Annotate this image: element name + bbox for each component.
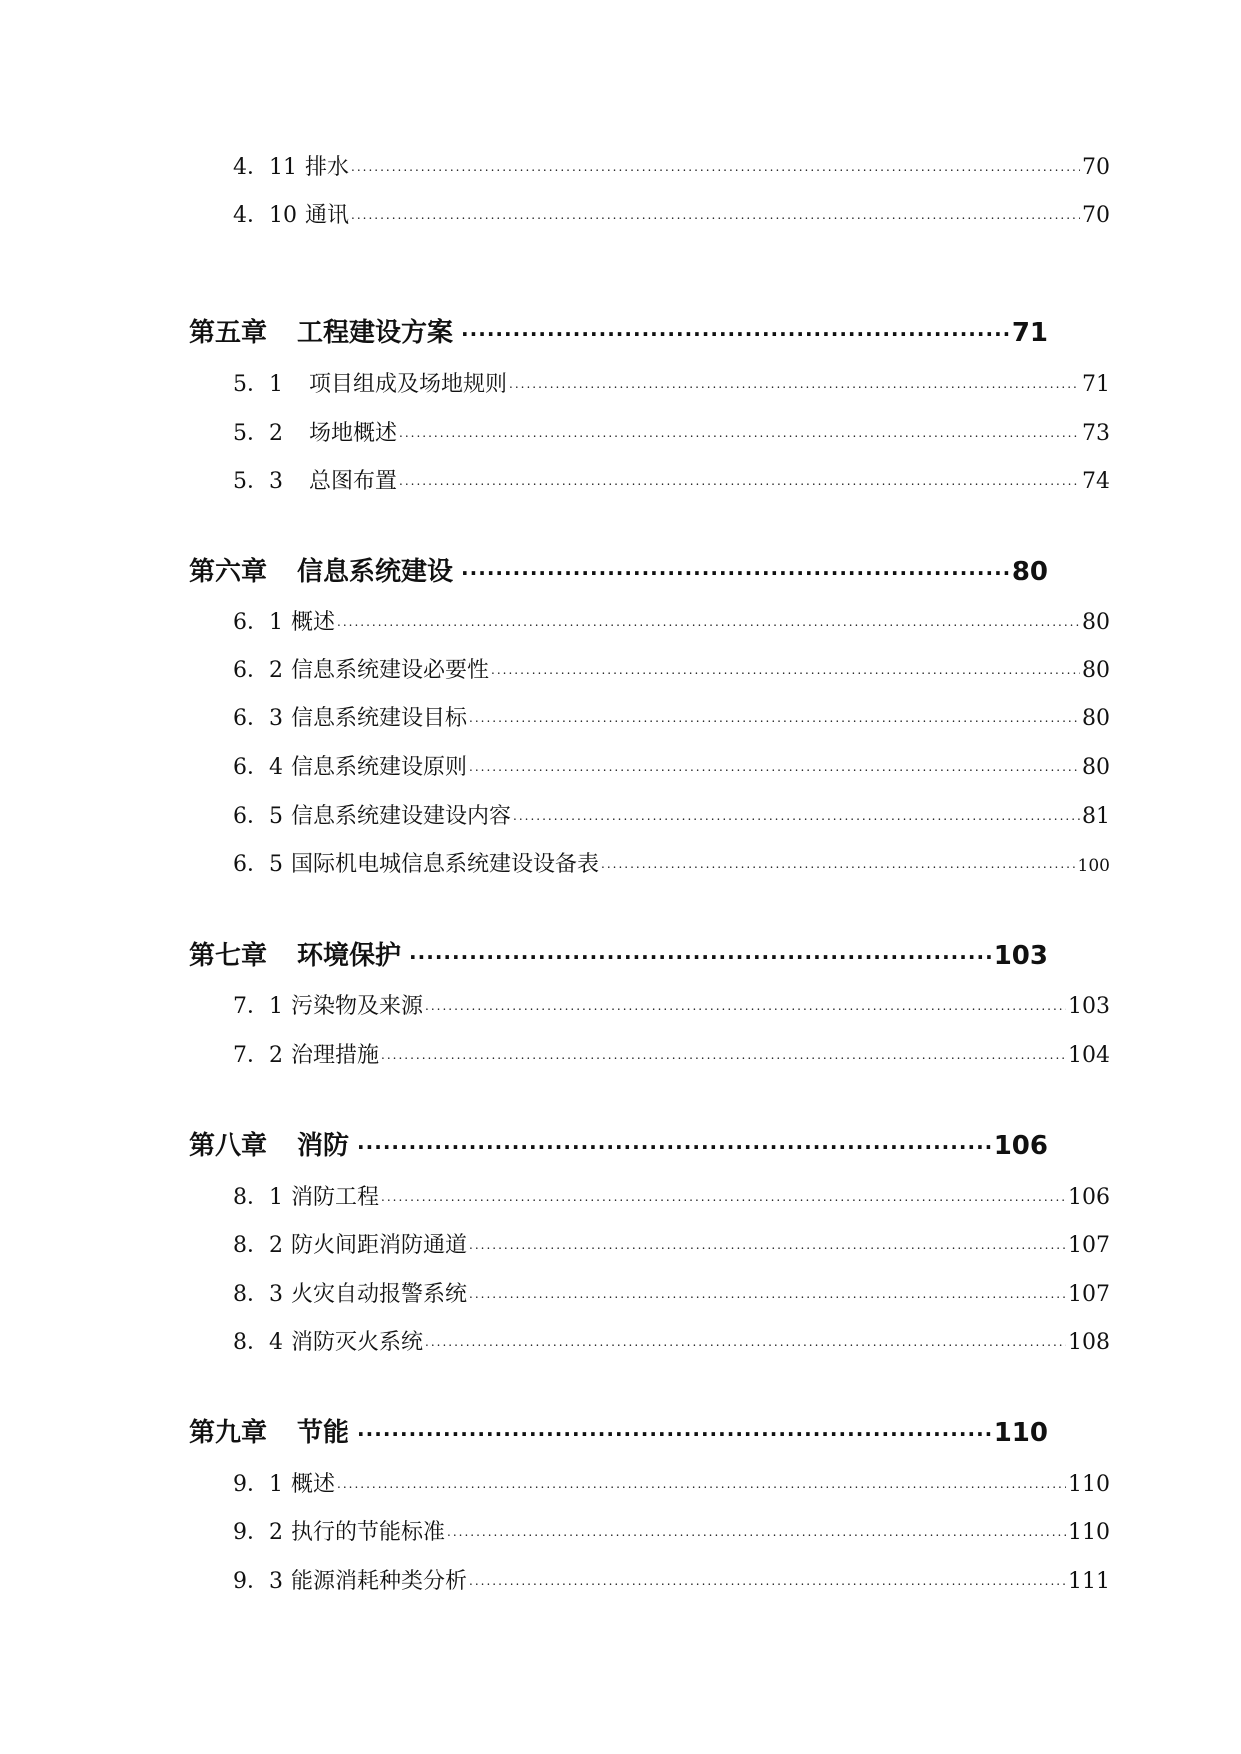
section-title: 执行的节能标准 [291, 1520, 446, 1545]
dot-leader [399, 466, 1080, 488]
section-title: 信息系统建设必要性 [291, 658, 490, 683]
page-number: 103 [1068, 994, 1110, 1019]
page-number: 80 [1011, 557, 1048, 587]
toc-entry[interactable] [233, 799, 1110, 829]
toc-entry[interactable] [233, 605, 1110, 635]
section-number: 9．1 [233, 1472, 283, 1497]
section-title: 国际机电城信息系统建设设备表 [291, 852, 600, 877]
toc-entry[interactable] [233, 653, 1110, 683]
section-number: 6．3 [233, 706, 283, 731]
section-title: 信息系统建设目标 [291, 706, 468, 731]
section-number: 6．2 [233, 658, 283, 683]
page-number: 106 [993, 1131, 1048, 1161]
section-number: 7．1 [233, 994, 283, 1019]
section-title: 通讯 [305, 203, 350, 228]
page-number: 70 [1082, 203, 1110, 228]
page-number: 107 [1068, 1282, 1110, 1307]
dot-leader [469, 1566, 1066, 1588]
page-number: 73 [1082, 421, 1110, 446]
toc-entry[interactable] [233, 750, 1110, 780]
toc-entry[interactable] [233, 1277, 1110, 1307]
section-number: 6．4 [233, 755, 283, 780]
dot-leader [513, 801, 1080, 823]
dot-leader [337, 1469, 1066, 1491]
section-number: 8．3 [233, 1282, 283, 1307]
dot-leader [409, 938, 992, 964]
chapter-title: 信息系统建设 [297, 557, 454, 587]
toc-entry[interactable] [233, 198, 1110, 228]
section-number: 7．2 [233, 1043, 283, 1068]
chapter-number: 第七章 [189, 941, 268, 971]
section-number: 4．11 [233, 155, 297, 180]
dot-leader [337, 607, 1080, 629]
page-number: 70 [1082, 155, 1110, 180]
section-title: 信息系统建设原则 [291, 755, 468, 780]
toc-entry[interactable] [233, 1564, 1110, 1594]
page-number: 104 [1068, 1043, 1110, 1068]
dot-leader [381, 1040, 1066, 1062]
toc-entry[interactable] [233, 464, 1110, 494]
toc-entry[interactable] [233, 367, 1110, 397]
dot-leader [381, 1182, 1066, 1204]
toc-entry[interactable] [233, 1038, 1110, 1068]
section-title: 排水 [305, 155, 350, 180]
section-title: 消防工程 [291, 1185, 380, 1210]
section-number: 8．2 [233, 1233, 283, 1258]
page-number: 80 [1082, 706, 1110, 731]
toc-entry[interactable] [233, 1467, 1110, 1497]
section-title: 信息系统建设建设内容 [291, 804, 512, 829]
toc-entry[interactable] [233, 1180, 1110, 1210]
page-number: 80 [1082, 658, 1110, 683]
chapter-number: 第五章 [189, 318, 268, 348]
section-title: 总图布置 [309, 469, 398, 494]
dot-leader [469, 752, 1080, 774]
section-number: 5．3 [233, 469, 283, 494]
dot-leader [461, 315, 1010, 341]
page-number: 111 [1068, 1569, 1110, 1594]
toc-chapter-entry[interactable] [189, 551, 1048, 587]
page-number: 74 [1082, 469, 1110, 494]
section-title: 防火间距消防通道 [291, 1233, 468, 1258]
chapter-number: 第八章 [189, 1131, 268, 1161]
page-number: 80 [1082, 610, 1110, 635]
chapter-title: 节能 [297, 1418, 350, 1448]
section-number: 8．1 [233, 1185, 283, 1210]
chapter-title: 消防 [297, 1131, 350, 1161]
dot-leader [357, 1415, 992, 1441]
toc-entry[interactable] [233, 416, 1110, 446]
dot-leader [461, 554, 1010, 580]
dot-leader [601, 849, 1076, 871]
toc-chapter-entry[interactable] [189, 1125, 1048, 1161]
dot-leader [425, 1327, 1066, 1349]
page-number: 108 [1068, 1330, 1110, 1355]
page-number: 110 [1068, 1520, 1110, 1545]
chapter-title: 环境保护 [297, 941, 402, 971]
page-number: 103 [993, 941, 1048, 971]
chapter-title: 工程建设方案 [297, 318, 454, 348]
page-number: 71 [1082, 372, 1110, 397]
dot-leader [351, 200, 1080, 222]
toc-entry[interactable] [233, 1325, 1110, 1355]
page-number: 71 [1011, 318, 1048, 348]
page-number: 80 [1082, 755, 1110, 780]
toc-entry[interactable] [233, 1228, 1110, 1258]
section-number: 9．3 [233, 1569, 283, 1594]
section-number: 5．1 [233, 372, 283, 397]
dot-leader [357, 1128, 992, 1154]
toc-chapter-entry[interactable] [189, 312, 1048, 348]
page-number: 106 [1068, 1185, 1110, 1210]
toc-entry[interactable] [233, 989, 1110, 1019]
section-title: 场地概述 [309, 421, 398, 446]
page-number: 107 [1068, 1233, 1110, 1258]
toc-chapter-entry[interactable] [189, 935, 1048, 971]
section-title: 概述 [291, 610, 336, 635]
page-number: 81 [1082, 804, 1110, 829]
toc-entry[interactable] [233, 701, 1110, 731]
section-number: 9．2 [233, 1520, 283, 1545]
dot-leader [509, 369, 1080, 391]
section-number: 6．5 [233, 852, 283, 877]
dot-leader [469, 1230, 1066, 1252]
dot-leader [425, 991, 1066, 1013]
section-number: 8．4 [233, 1330, 283, 1355]
dot-leader [469, 703, 1080, 725]
dot-leader [447, 1517, 1066, 1539]
dot-leader [491, 655, 1080, 677]
section-title: 消防灭火系统 [291, 1330, 424, 1355]
dot-leader [399, 418, 1080, 440]
section-number: 6．1 [233, 610, 283, 635]
toc-entry[interactable] [233, 847, 1110, 877]
section-title: 项目组成及场地规则 [309, 372, 508, 397]
section-title: 火灾自动报警系统 [291, 1282, 468, 1307]
page-number: 100 [1077, 856, 1110, 876]
section-title: 污染物及来源 [291, 994, 424, 1019]
section-title: 概述 [291, 1472, 336, 1497]
dot-leader [469, 1279, 1066, 1301]
toc-entry[interactable] [233, 150, 1110, 180]
page-number: 110 [993, 1418, 1048, 1448]
dot-leader [351, 152, 1080, 174]
page-number: 110 [1068, 1472, 1110, 1497]
section-number: 5．2 [233, 421, 283, 446]
chapter-number: 第九章 [189, 1418, 268, 1448]
chapter-number: 第六章 [189, 557, 268, 587]
section-title: 能源消耗种类分析 [291, 1569, 468, 1594]
toc-entry[interactable] [233, 1515, 1110, 1545]
section-number: 6．5 [233, 804, 283, 829]
section-title: 治理措施 [291, 1043, 380, 1068]
toc-chapter-entry[interactable] [189, 1412, 1048, 1448]
section-number: 4．10 [233, 203, 297, 228]
